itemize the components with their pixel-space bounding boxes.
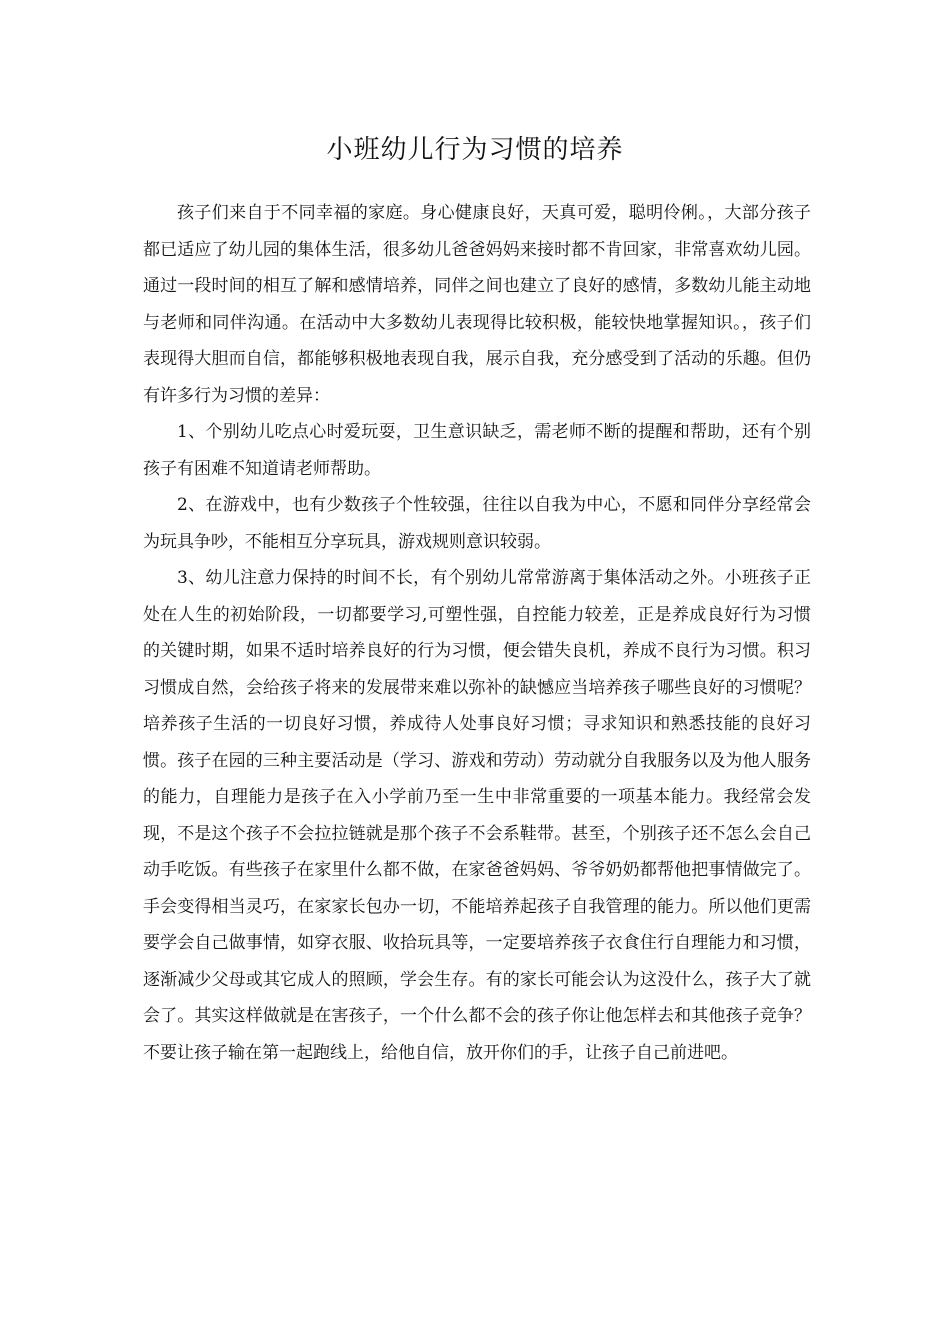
- paragraph-point-2: 2、在游戏中，也有少数孩子个性较强，往往以自我为中心，不愿和同伴分享经常会为玩具争吵，不能相互分享玩具，游戏规则意识较弱。: [143, 495, 811, 552]
- paragraph-point-3: 3、幼儿注意力保持的时间不长，有个别幼儿常常游离于集体活动之外。小班孩子正处在人生的初始阶段，一切都要学习,可塑性强，自控能力较差，正是养成良好行为习惯的关键时期，如果不适时培养良好的行为习惯，便会错失良机，养成不良行为习惯。积习习惯成自然，会给孩子将来的发展带来难以弥补的缺憾应当培养孩子哪些良好的习惯呢？培养孩子生活的一切良好习惯，养成待人处事良好习惯；寻求知识和熟悉技能的良好习惯。孩子在园的三种主要活动是（学习、游戏和劳动）劳动就分自我服务以及为他人服务的能力，自理能力是孩子在入小学前乃至一生中非常重要的一项基本能力。我经常会发现，不是这个孩子不会拉拉链就是那个孩子不会系鞋带。甚至，个别孩子还不怎么会自己动手吃饭。有些孩子在家里什么都不做，在家爸爸妈妈、爷爷奶奶都帮他把事情做完了。手会变得相当灵巧，在家家长包办一切，不能培养起孩子自我管理的能力。所以他们更需要学会自己做事情，如穿衣服、收拾玩具等，一定要培养孩子衣食住行自理能力和习惯，逐渐减少父母或其它成人的照顾，学会生存。有的家长可能会认为这没什么，孩子大了就会了。其实这样做就是在害孩子，一个什么都不会的孩子你让他怎样去和其他孩子竞争？不要让孩子输在第一起跑线上，给他自信，放开你们的手，让孩子自己前进吧。: [143, 568, 811, 1063]
- paragraph-point-1: 1、个别幼儿吃点心时爱玩耍，卫生意识缺乏，需老师不断的提醒和帮助，还有个别孩子有困难不知道请老师帮助。: [143, 422, 811, 479]
- document-body: [143, 195, 811, 1071]
- document-title: 小班幼儿行为习惯的培养: [326, 135, 624, 165]
- paragraph-intro: 孩子们来自于不同幸福的家庭。身心健康良好，天真可爱，聪明伶俐。，大部分孩子都已适应了幼儿园的集体生活，很多幼儿爸爸妈妈来接时都不肯回家，非常喜欢幼儿园。通过一段时间的相互了解和感情培养，同伴之间也建立了良好的感情，多数幼儿能主动地与老师和同伴沟通。在活动中大多数幼儿表现得比较积极，能较快地掌握知识。，孩子们表现得大胆而自信，都能够积极地表现自我，展示自我，充分感受到了活动的乐趣。但仍有许多行为习惯的差异：: [143, 203, 811, 406]
